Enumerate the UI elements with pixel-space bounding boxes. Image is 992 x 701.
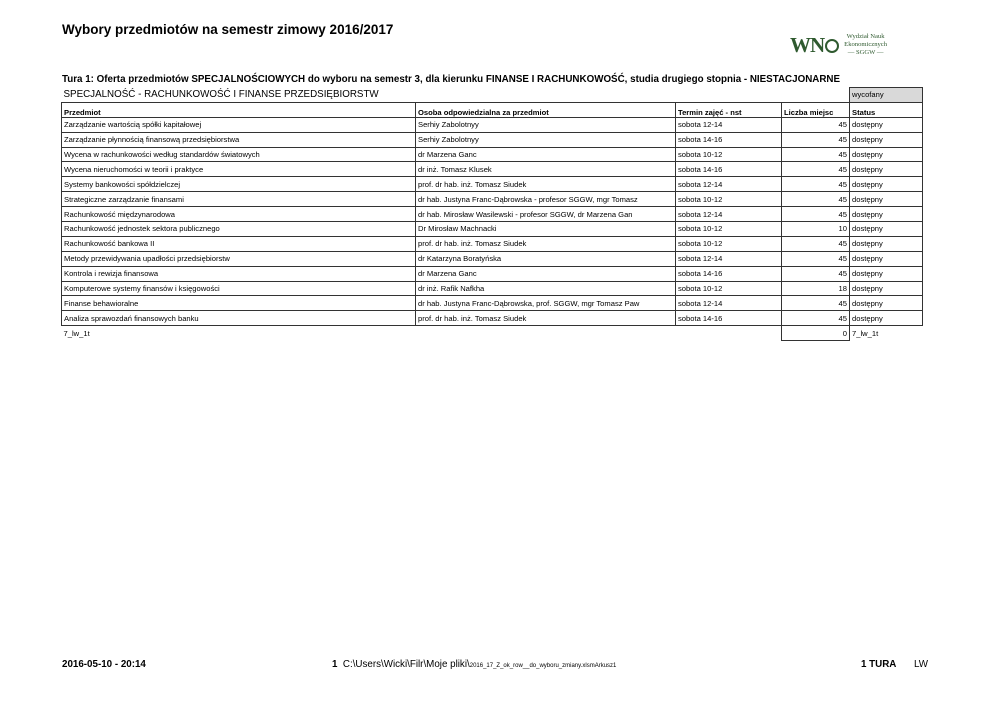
- status-cell: dostępny: [850, 236, 923, 251]
- offer-table: [61, 87, 923, 341]
- withdrawn-legend: wycofany: [850, 88, 923, 103]
- term-cell: sobota 12-14: [676, 177, 782, 192]
- seats-cell: 45: [782, 296, 850, 311]
- person-cell: dr hab. Mirosław Wasilewski - profesor SGGW, dr Marzena Gan: [416, 207, 676, 222]
- seats-cell: 45: [782, 236, 850, 251]
- term-cell: sobota 12-14: [676, 296, 782, 311]
- person-cell: prof. dr hab. inż. Tomasz Siudek: [416, 236, 676, 251]
- seats-cell: 45: [782, 251, 850, 266]
- table-row: [62, 162, 923, 177]
- subject-cell: Kontrola i rewizja finansowa: [62, 266, 416, 281]
- table-row: [62, 236, 923, 251]
- table-row: [62, 281, 923, 296]
- group-code: LW: [914, 659, 928, 670]
- term-cell: sobota 12-14: [676, 117, 782, 132]
- person-cell: dr inż. Rafik Nafkha: [416, 281, 676, 296]
- person-cell: dr Marzena Ganc: [416, 266, 676, 281]
- file-name: 2016_17_Z_ok_row__do_wyboru_zmiany.xlsmArkusz1: [469, 663, 617, 669]
- term-cell: sobota 14-16: [676, 311, 782, 326]
- offer-subtitle: Tura 1: Oferta przedmiotów SPECJALNOŚCIOWYCH do wyboru na semestr 3, dla kierunku FINANSE I RACHUNKOWOŚĆ, studia drugiego stopnia - NIESTACJONARNE: [62, 74, 841, 85]
- person-cell: dr inż. Tomasz Klusek: [416, 162, 676, 177]
- status-cell: dostępny: [850, 222, 923, 237]
- seats-cell: 45: [782, 192, 850, 207]
- table-row: [62, 266, 923, 281]
- sheet-code-2: 7_lw_1t: [852, 328, 879, 338]
- status-cell: dostępny: [850, 296, 923, 311]
- page-title: Wybory przedmiotów na semestr zimowy 2016/2017: [62, 22, 394, 37]
- term-cell: sobota 10-12: [676, 281, 782, 296]
- term-cell: sobota 10-12: [676, 147, 782, 162]
- seats-cell: 45: [782, 311, 850, 326]
- file-path: C:\Users\Wicki\Filr\Moje pliki\: [342, 659, 470, 670]
- column-header: Status: [850, 102, 923, 117]
- seats-total: 0: [782, 326, 850, 341]
- column-header: Przedmiot: [62, 102, 416, 117]
- seats-cell: 10: [782, 222, 850, 237]
- subject-cell: Wycena nieruchomości w teorii i praktyce: [62, 162, 416, 177]
- subject-cell: Rachunkowość bankowa II: [62, 236, 416, 251]
- status-cell: dostępny: [850, 132, 923, 147]
- subject-cell: Analiza sprawozdań finansowych banku: [62, 311, 416, 326]
- subject-cell: Komputerowe systemy finansów i księgowości: [62, 281, 416, 296]
- term-cell: sobota 14-16: [676, 132, 782, 147]
- table-row: [62, 207, 923, 222]
- table-header-row: [62, 102, 923, 117]
- status-cell: dostępny: [850, 177, 923, 192]
- seats-cell: 45: [782, 117, 850, 132]
- table-row: [62, 222, 923, 237]
- subject-cell: Zarządzanie płynnością finansową przedsiębiorstwa: [62, 132, 416, 147]
- term-cell: sobota 10-12: [676, 222, 782, 237]
- status-cell: dostępny: [850, 251, 923, 266]
- term-cell: sobota 14-16: [676, 162, 782, 177]
- subject-cell: Wycena w rachunkowości według standardów światowych: [62, 147, 416, 162]
- person-cell: Serhiy Zabolotnyy: [416, 132, 676, 147]
- person-cell: dr hab. Justyna Franc-Dąbrowska, prof. SGGW, mgr Tomasz Paw: [416, 296, 676, 311]
- table-row: [62, 117, 923, 132]
- table-footer-row: [62, 326, 923, 341]
- file-path-footer: [332, 659, 616, 670]
- subject-cell: Systemy bankowości spółdzielczej: [62, 177, 416, 192]
- seats-cell: 45: [782, 207, 850, 222]
- term-cell: sobota 14-16: [676, 266, 782, 281]
- specialization-row: [62, 88, 923, 103]
- term-cell: sobota 12-14: [676, 251, 782, 266]
- status-cell: dostępny: [850, 207, 923, 222]
- term-cell: sobota 10-12: [676, 192, 782, 207]
- person-cell: Serhiy Zabolotnyy: [416, 117, 676, 132]
- column-header: Liczba miejsc: [782, 102, 850, 117]
- subject-cell: Metody przewidywania upadłości przedsiębiorstw: [62, 251, 416, 266]
- seats-cell: 18: [782, 281, 850, 296]
- seats-cell: 45: [782, 177, 850, 192]
- subject-cell: Finanse behawioralne: [62, 296, 416, 311]
- status-cell: dostępny: [850, 311, 923, 326]
- subject-cell: Strategiczne zarządzanie finansami: [62, 192, 416, 207]
- faculty-logo: [790, 26, 922, 64]
- logo-mark: WN: [790, 33, 839, 58]
- specialization-label: SPECJALNOŚĆ - RACHUNKOWOŚĆ I FINANSE PRZEDSIĘBIORSTW: [63, 89, 379, 101]
- table-row: [62, 132, 923, 147]
- person-cell: dr Katarzyna Boratyńska: [416, 251, 676, 266]
- sheet-code: 7_lw_1t: [63, 328, 90, 338]
- status-cell: dostępny: [850, 266, 923, 281]
- table-row: [62, 311, 923, 326]
- subject-cell: Rachunkowość międzynarodowa: [62, 207, 416, 222]
- logo-seal-icon: [825, 39, 839, 53]
- status-cell: dostępny: [850, 281, 923, 296]
- person-cell: dr hab. Justyna Franc-Dąbrowska - profesor SGGW, mgr Tomasz: [416, 192, 676, 207]
- table-row: [62, 147, 923, 162]
- status-cell: dostępny: [850, 117, 923, 132]
- table-body: [62, 117, 923, 325]
- person-cell: prof. dr hab. inż. Tomasz Siudek: [416, 177, 676, 192]
- seats-cell: 45: [782, 162, 850, 177]
- subject-cell: Zarządzanie wartością spółki kapitałowej: [62, 117, 416, 132]
- table-row: [62, 177, 923, 192]
- term-cell: sobota 10-12: [676, 236, 782, 251]
- person-cell: prof. dr hab. inż. Tomasz Siudek: [416, 311, 676, 326]
- seats-cell: 45: [782, 266, 850, 281]
- status-cell: dostępny: [850, 147, 923, 162]
- page-number: 1: [332, 659, 338, 670]
- logo-text: Wydział Nauk Ekonomicznych — SGGW —: [844, 33, 888, 56]
- term-cell: sobota 12-14: [676, 207, 782, 222]
- tura-label: 1 TURA: [861, 659, 897, 670]
- print-datetime: 2016-05-10 - 20:14: [62, 659, 146, 670]
- person-cell: dr Marzena Ganc: [416, 147, 676, 162]
- seats-cell: 45: [782, 132, 850, 147]
- table-row: [62, 192, 923, 207]
- person-cell: Dr Mirosław Machnacki: [416, 222, 676, 237]
- table-row: [62, 251, 923, 266]
- table-row: [62, 296, 923, 311]
- seats-cell: 45: [782, 147, 850, 162]
- status-cell: dostępny: [850, 192, 923, 207]
- status-cell: dostępny: [850, 162, 923, 177]
- column-header: Termin zajęć - nst: [676, 102, 782, 117]
- subject-cell: Rachunkowość jednostek sektora publicznego: [62, 222, 416, 237]
- column-header: Osoba odpowiedzialna za przedmiot: [416, 102, 676, 117]
